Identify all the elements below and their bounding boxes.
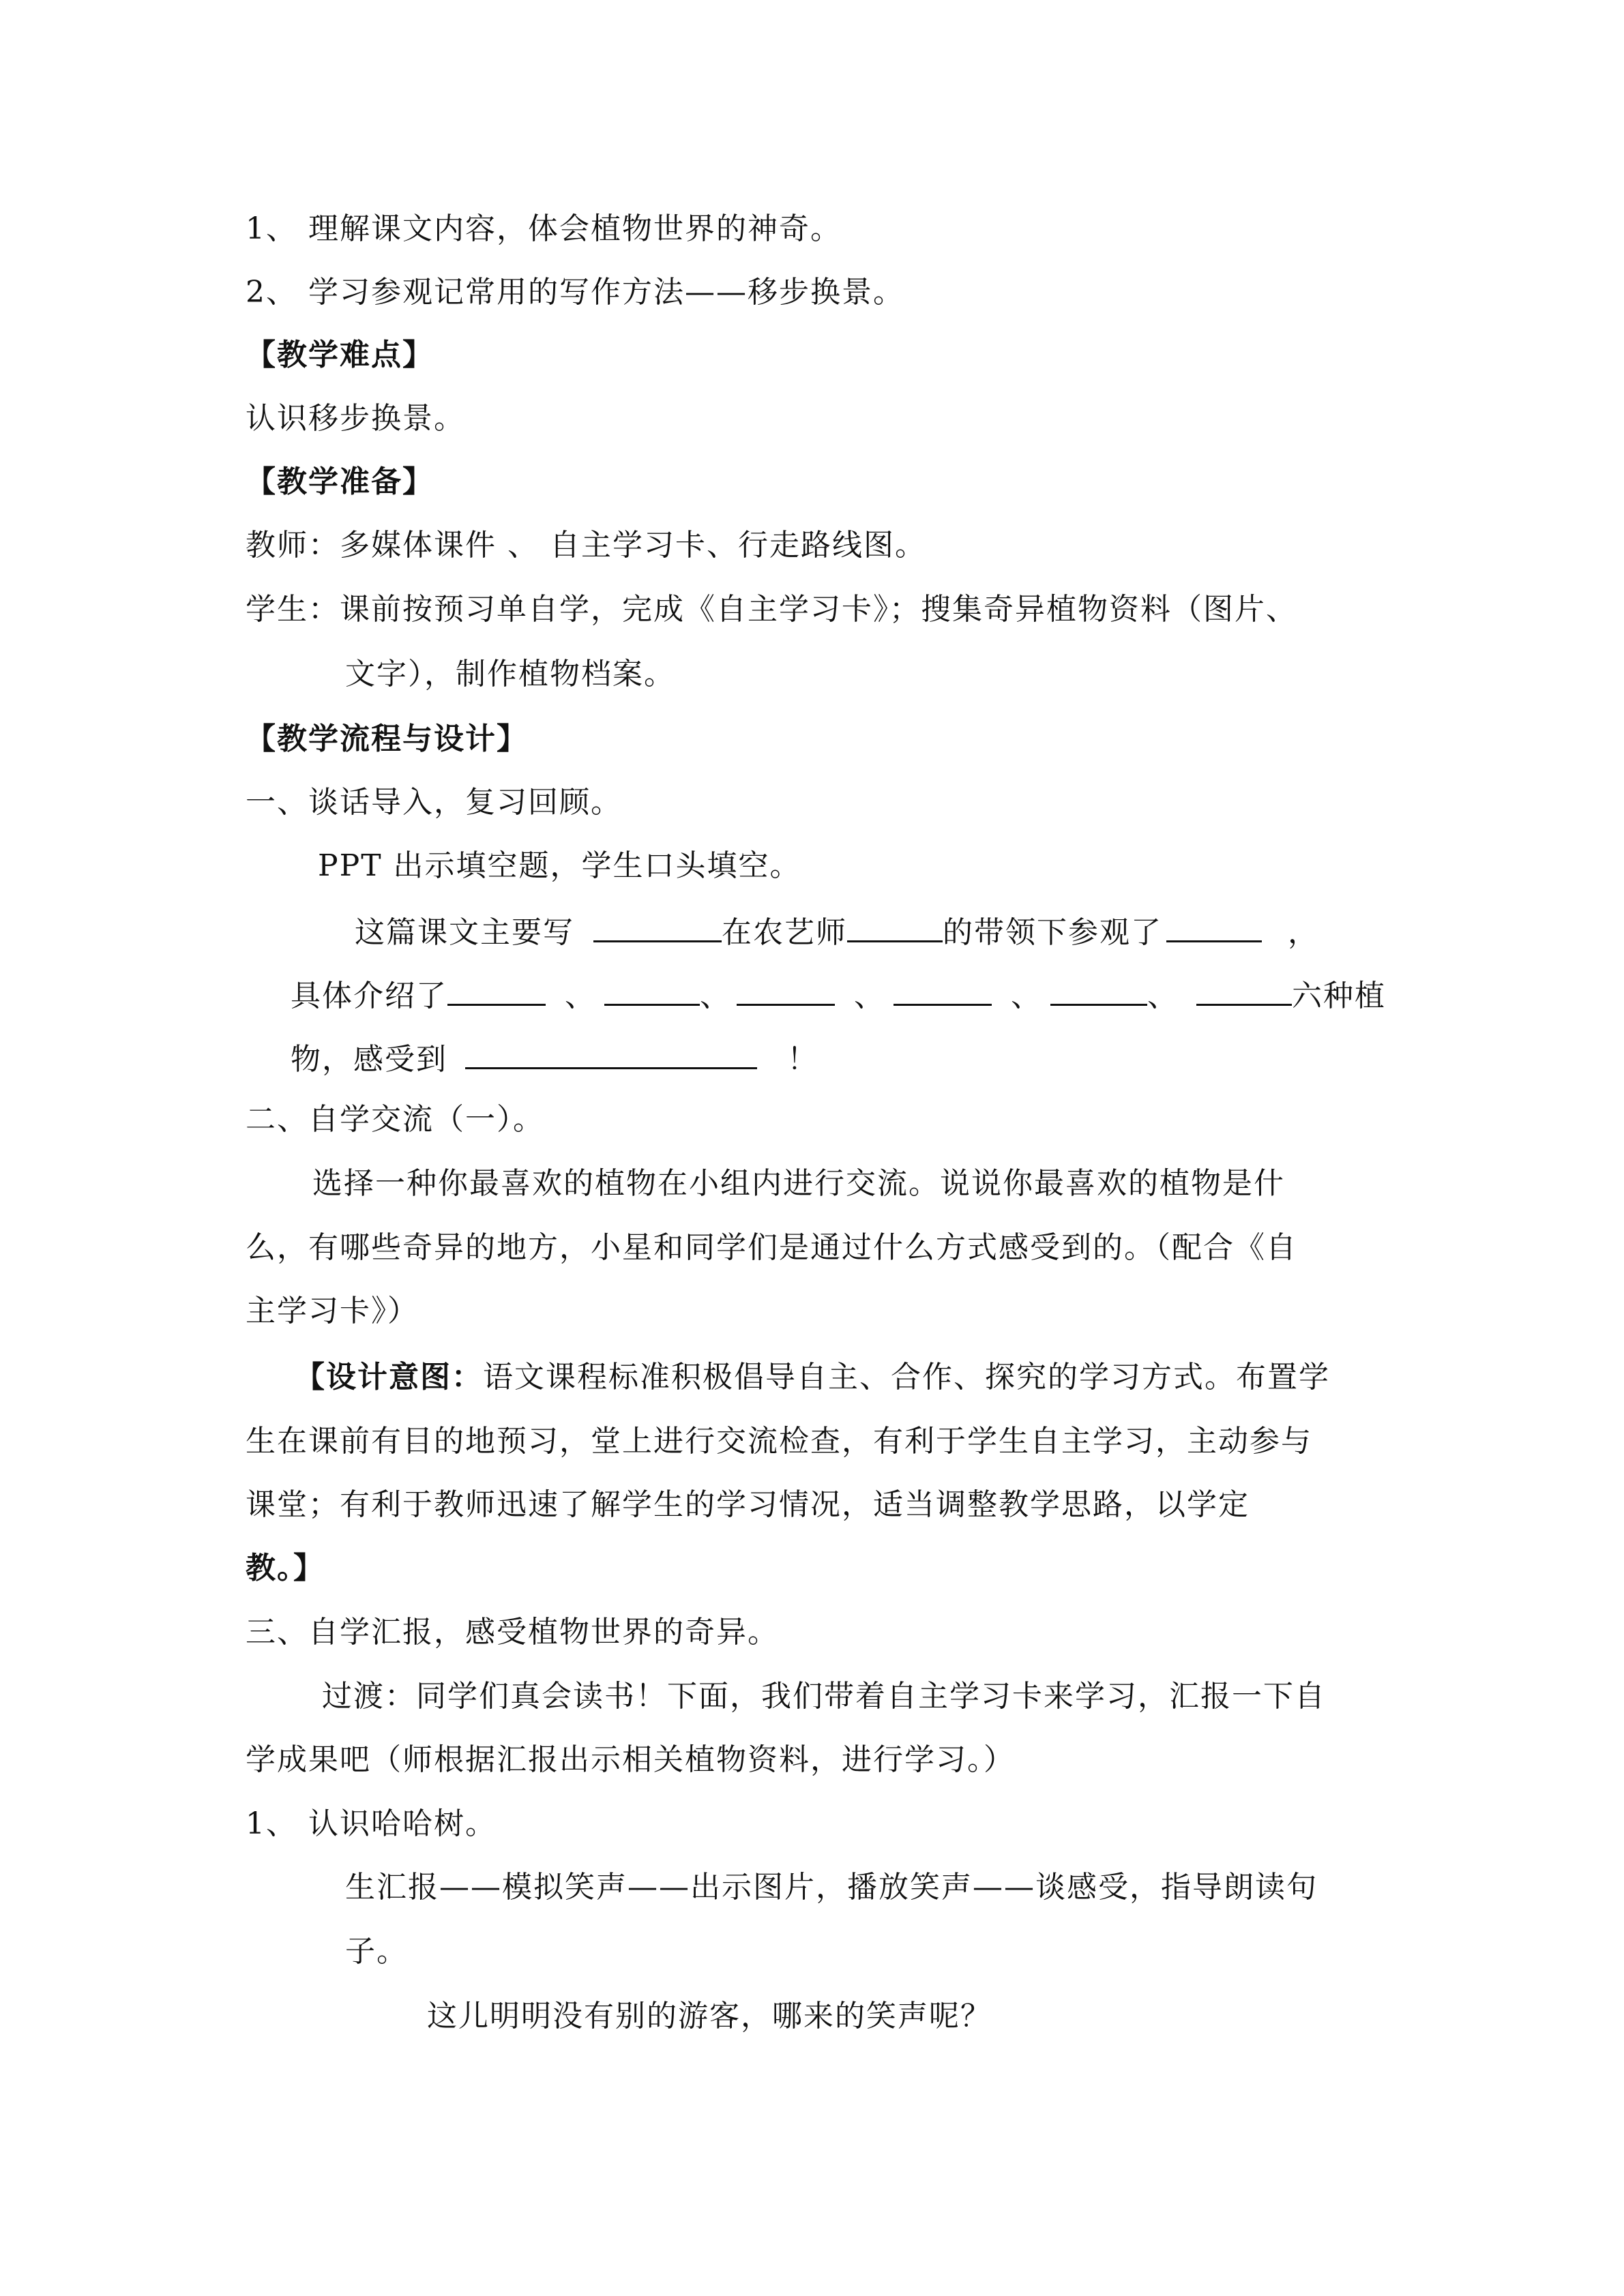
fill-blank-8 xyxy=(1050,972,1147,1006)
fill-blank-9 xyxy=(1196,972,1292,1006)
fill-blank-3 xyxy=(1166,909,1262,942)
fill-separator: 、 xyxy=(854,979,885,1013)
design-intent-text: 语文课程标准积极倡导自主、合作、探究的学习方式。布置学 xyxy=(483,1360,1330,1395)
section3-title: 三、自学汇报，感受植物世界的奇异。 xyxy=(246,1615,779,1650)
fill-text-h: ！ xyxy=(787,1042,818,1077)
objective-2: 2、 学习参观记常用的写作方法——移步换景。 xyxy=(246,275,904,310)
fill-blank-6 xyxy=(737,972,835,1006)
flow-heading: 【教学流程与设计】 xyxy=(246,721,528,756)
section3-transition-line1: 过渡：同学们真会读书！下面，我们带着自主学习卡来学习，汇报一下自 xyxy=(322,1679,1326,1714)
fill-blank-10 xyxy=(465,1036,757,1069)
fill-blank-1 xyxy=(593,909,722,942)
difficulty-heading: 【教学难点】 xyxy=(246,338,434,372)
section2-title: 二、自学交流（一）。 xyxy=(246,1102,544,1137)
fill-separator: 、 xyxy=(1011,979,1042,1013)
section2-paragraph-line1: 选择一种你最喜欢的植物在小组内进行交流。说说你最喜欢的植物是什 xyxy=(312,1166,1285,1201)
objective-1: 1、 理解课文内容，体会植物世界的神奇。 xyxy=(246,211,842,246)
fill-blank-line2 xyxy=(291,972,1386,1017)
fill-blank-7 xyxy=(894,972,992,1006)
fill-blank-line3 xyxy=(291,1036,818,1080)
preparation-teacher: 教师：多媒体课件 、 自主学习卡、行走路线图。 xyxy=(246,528,926,563)
fill-text-d: ， xyxy=(1288,915,1319,950)
section3-transition-line2: 学成果吧（师根据汇报出示相关植物资料，进行学习。） xyxy=(246,1742,1015,1777)
item1-title: 1、 认识哈哈树。 xyxy=(246,1806,497,1841)
fill-text-f: 六种植 xyxy=(1292,979,1386,1013)
fill-separator: 、 xyxy=(1147,979,1179,1013)
fill-separator: 、 xyxy=(565,979,596,1013)
item1-line2: 子。 xyxy=(345,1934,408,1969)
section1-title: 一、谈话导入，复习回顾。 xyxy=(246,785,622,820)
fill-text-a: 这篇课文主要写 xyxy=(355,915,574,950)
design-intent-line3: 课堂；有利于教师迅速了解学生的学习情况，适当调整教学思路，以学定 xyxy=(246,1487,1250,1522)
section2-paragraph-line3: 主学习卡》） xyxy=(246,1294,419,1328)
fill-blank-4 xyxy=(447,972,546,1006)
fill-blank-5 xyxy=(604,972,700,1006)
design-intent-label: 【设计意图： xyxy=(295,1360,483,1395)
fill-separator: 、 xyxy=(700,979,731,1013)
fill-blank-2 xyxy=(847,909,943,942)
design-intent-line2: 生在课前有目的地预习，堂上进行交流检查，有利于学生自主学习，主动参与 xyxy=(246,1424,1312,1459)
design-intent-line4: 教。】 xyxy=(246,1551,325,1585)
section2-paragraph-line2: 么，有哪些奇异的地方，小星和同学们是通过什么方式感受到的。（配合《自 xyxy=(246,1230,1297,1265)
fill-text-b: 在农艺师 xyxy=(722,915,847,950)
fill-text-c: 的带领下参观了 xyxy=(943,915,1162,950)
preparation-heading: 【教学准备】 xyxy=(246,464,434,499)
section1-ppt-instruction: PPT 出示填空题，学生口头填空。 xyxy=(318,848,801,883)
design-intent-line1 xyxy=(295,1357,1330,1398)
fill-text-g: 物，感受到 xyxy=(291,1042,447,1077)
item1-line1: 生汇报——模拟笑声——出示图片，播放笑声——谈感受，指导朗读句 xyxy=(345,1870,1318,1905)
fill-blank-line1 xyxy=(355,909,1319,953)
quote-sentence: 这儿明明没有别的游客，哪来的笑声呢？ xyxy=(427,1999,992,2033)
fill-text-e: 具体介绍了 xyxy=(291,979,447,1013)
preparation-student-line2: 文字），制作植物档案。 xyxy=(345,657,675,691)
difficulty-text: 认识移步换景。 xyxy=(246,401,465,436)
preparation-student-line1: 学生：课前按预习单自学，完成《自主学习卡》；搜集奇异植物资料（图片、 xyxy=(246,592,1297,627)
